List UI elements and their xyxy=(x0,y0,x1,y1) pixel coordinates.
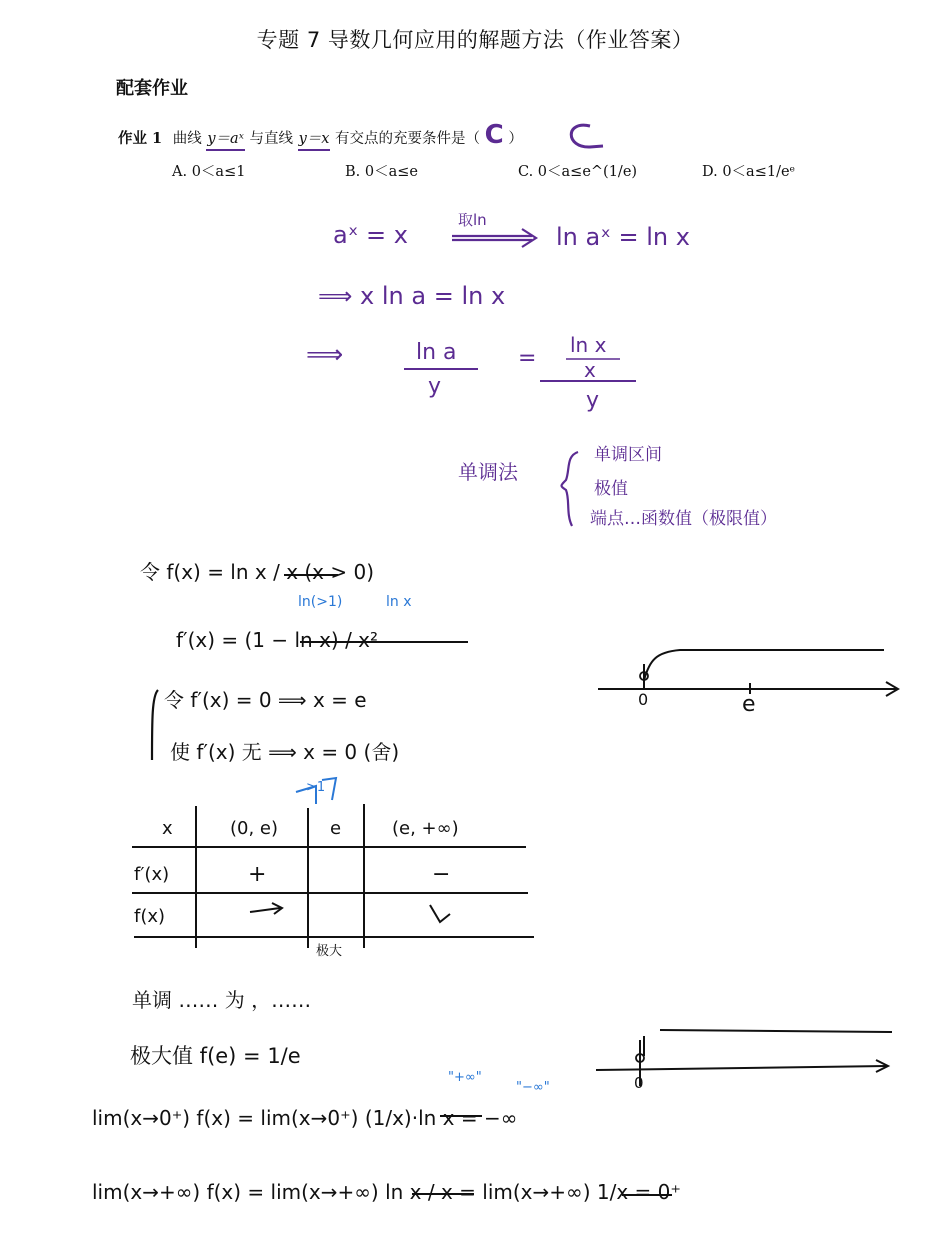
eq-line1-right: ln aˣ = ln x xyxy=(556,223,690,251)
table-plus-sign: + xyxy=(248,862,267,887)
option-b xyxy=(345,160,418,181)
option-d-key: D. xyxy=(702,164,718,180)
number-line-1-zero: 0 xyxy=(638,690,649,709)
eq-line3-den-left: y xyxy=(428,374,442,399)
method-item-1: 单调区间 xyxy=(594,445,662,465)
table-header-e: e xyxy=(330,818,342,839)
question-stem xyxy=(118,120,523,150)
line-expression: y＝x xyxy=(298,131,331,151)
eq-line2: ⟹ x ln a = ln x xyxy=(318,282,506,310)
curve-expression: y＝aˣ xyxy=(206,131,244,151)
table-minus-sign: − xyxy=(432,862,451,887)
table-header-x: x xyxy=(162,818,173,839)
table-max-label: 极大 xyxy=(316,944,343,959)
eq-line3-arrow: ⟹ xyxy=(306,340,344,370)
table-row-function-label: f(x) xyxy=(134,906,166,927)
option-c-text: 0＜a≤e^(1/e) xyxy=(537,164,638,180)
option-a-text: 0＜a≤1 xyxy=(191,164,246,180)
table-row-derivative-label: f′(x) xyxy=(134,864,170,885)
eq-line3-den-right: y xyxy=(586,388,600,413)
case-brace xyxy=(152,690,158,760)
option-d-text: 0＜a≤1/eᵉ xyxy=(722,164,796,180)
question-text-close: ） xyxy=(508,131,523,147)
take-ln-label: 取ln xyxy=(458,211,487,229)
limit-line-2: lim(x→+∞) f(x) = lim(x→+∞) ln x / x = lim(x→+∞) 1/x = 0⁺ xyxy=(92,1180,681,1204)
case-2: 使 f′(x) 无 ⟹ x = 0 (舍) xyxy=(170,740,400,764)
blue-hint-lnx: ln x xyxy=(386,594,412,610)
number-line-1-curve xyxy=(644,650,884,680)
method-item-2: 极值 xyxy=(594,479,628,499)
option-a-key: A. xyxy=(172,164,188,180)
eq-line3-num-right: ln x xyxy=(570,333,607,357)
monotone-line: 单调 …… 为 ，…… xyxy=(132,988,312,1012)
decreasing-arrow xyxy=(430,905,450,922)
page-title: 专题 7 导数几何应用的解题方法（作业答案） xyxy=(256,28,694,52)
answer-circle-stroke xyxy=(571,125,603,147)
question-text-after: 有交点的充要条件是（ xyxy=(335,131,481,147)
blue-gt1: >1 xyxy=(306,780,326,795)
eq-line1-left: aˣ = x xyxy=(333,221,408,249)
section-heading: 配套作业 xyxy=(116,78,188,99)
method-brace xyxy=(562,452,579,526)
number-line-2-zero: 0 xyxy=(634,1074,644,1092)
limit-line-1: lim(x→0⁺) f(x) = lim(x→0⁺) (1/x)·ln x = −∞ xyxy=(92,1106,518,1130)
eq-line3-num-left: ln a xyxy=(416,340,457,365)
number-line-2-curve xyxy=(644,1030,892,1056)
option-b-text: 0＜a≤e xyxy=(364,164,418,180)
let-function-line: 令 f(x) = ln x / x (x > 0) xyxy=(140,560,375,584)
blue-plus-inf: "+∞" xyxy=(448,1070,482,1085)
case-1: 令 f′(x) = 0 ⟹ x = e xyxy=(164,688,367,712)
answer-mark: C xyxy=(484,120,504,150)
method-label: 单调法 xyxy=(458,460,518,484)
blue-hint-ln-gt1: ln(>1) xyxy=(298,594,343,610)
question-text-before: 曲线 xyxy=(172,131,202,147)
question-text-middle: 与直线 xyxy=(249,131,293,147)
derivative-line: f′(x) = (1 − ln x) / x² xyxy=(176,628,379,652)
question-label: 作业 1 xyxy=(118,130,163,147)
increasing-arrow xyxy=(250,908,280,912)
max-value-line: 极大值 f(e) = 1/e xyxy=(130,1044,301,1068)
table-header-e-inf: (e, +∞) xyxy=(392,818,459,839)
eq-line3-den-right-top: x xyxy=(584,358,596,382)
option-b-key: B. xyxy=(345,164,361,180)
option-c xyxy=(518,160,637,181)
option-d xyxy=(702,160,795,181)
option-c-key: C. xyxy=(518,164,534,180)
method-item-3: 端点…函数值（极限值） xyxy=(590,509,777,529)
blue-minus-inf: "−∞" xyxy=(516,1080,550,1095)
option-a xyxy=(172,160,245,181)
number-line-1-e: e xyxy=(742,692,756,717)
table-header-0-e: (0, e) xyxy=(230,818,279,839)
eq-line3-equals: = xyxy=(518,346,537,371)
number-line-2-axis xyxy=(596,1066,886,1070)
